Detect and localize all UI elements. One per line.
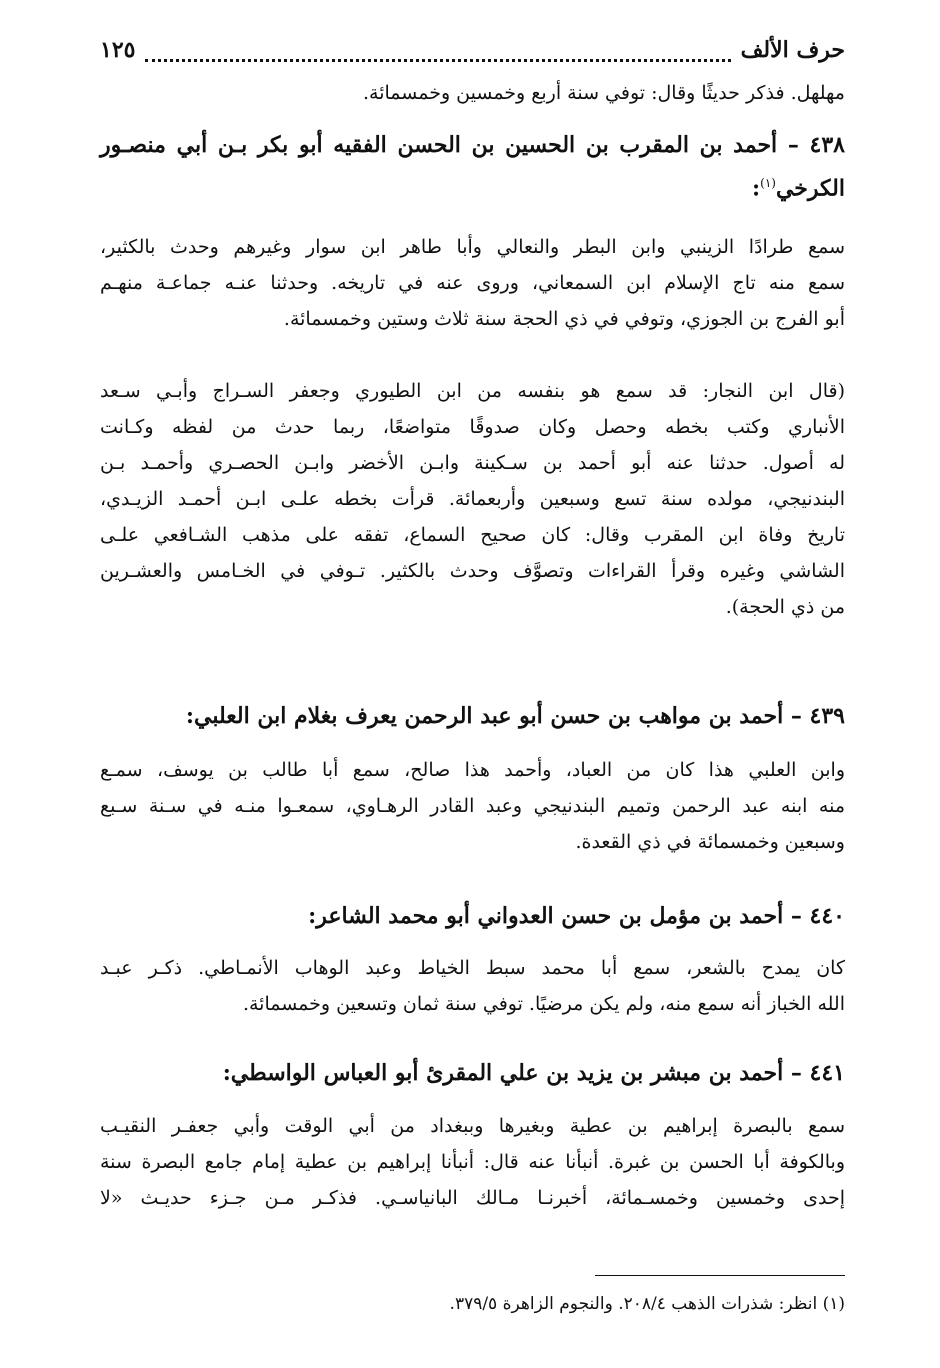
- text-line: البندنيجي، مولده سنة تسع وسبعين وأربعمائة. قرأت بخطه علـى ابـن أحمـد الزيـدي،: [100, 488, 845, 510]
- text-line: إحدى وخمسين وخمسـمائة، أخبرنـا مـالك البانياسـي. فذكـر مـن جـزء حديـث «لا: [100, 1187, 845, 1209]
- running-header: [100, 32, 845, 68]
- entry-439-paragraph: [100, 752, 845, 860]
- heading-colon: :: [752, 175, 761, 202]
- heading-line: ٤٣٨ – أحمد بن المقرب بن الحسين بن الحسن الفقيه أبو بكر بـن أبي منصـور: [100, 132, 845, 158]
- entry-441-heading: ٤٤١ – أحمد بن مبشر بن يزيد بن علي المقرئ أبو العباس الواسطي:: [222, 1060, 845, 1086]
- text-line: كان يمدح بالشعر، سمع أبا محمد سبط الخياط وعبد الوهاب الأنمـاطي. ذكـر عبـد: [100, 957, 845, 979]
- entry-439-heading: ٤٣٩ – أحمد بن مواهب بن حسن أبو عبد الرحمن يعرف بغلام ابن العلبي:: [185, 703, 845, 729]
- footnote-separator: [595, 1275, 845, 1276]
- text-line: له أصول. حدثنا عنه أبو أحمد بن سـكينة وابـن الأخضر وابـن الحصـري وأحمـد بـن: [100, 452, 845, 474]
- footnote: (١) انظر: شذرات الذهب ٢٠٨/٤. والنجوم الزاهرة ٣٧٩/٥.: [449, 1294, 845, 1314]
- text-line: سمع طرادًا الزينبي وابن البطر والنعالي وأبا طاهر ابن سوار وغيرهم وحدث بالكثير،: [100, 236, 845, 258]
- entry-441-paragraph: [100, 1108, 845, 1216]
- entry-440-heading: ٤٤٠ – أحمد بن مؤمل بن حسن العدواني أبو محمد الشاعر:: [308, 903, 845, 929]
- entry-440-paragraph: [100, 950, 845, 1022]
- continuation-paragraph: [100, 75, 845, 111]
- entry-438-paragraph-1: [100, 229, 845, 337]
- text-line: (قال ابن النجار: قد سمع هو بنفسه من ابن الطيوري وجعفر السـراج وأبـي سـعد: [100, 380, 845, 402]
- text-line: الأنباري وكتب بخطه وحصل وكان صدوقًا متواضعًا، ربما حدث من لفظه وكـانت: [100, 416, 845, 438]
- text-line: منه ابنه عبد الرحمن وتميم البندنيجي وعبد القادر الرهـاوي، سمعـوا منـه في سـنة سـبع: [100, 795, 845, 817]
- text-line: وابن العلبي هذا كان من العباد، وأحمد هذا صالح، سمع أبا طالب بن يوسف، سمـع: [100, 759, 845, 781]
- text-line: أبو الفرج بن الجوزي، وتوفي في ذي الحجة سنة ثلاث وستين وخمسمائة.: [283, 308, 845, 330]
- text-line: وسبعين وخمسمائة في ذي القعدة.: [575, 831, 845, 853]
- header-dot-leader: [145, 39, 730, 62]
- chapter-title: حرف الألف: [740, 37, 845, 63]
- text-line: من ذي الحجة).: [725, 596, 845, 618]
- text-line: سمع بالبصرة إبراهيم بن عطية وبغيرها وببغداد من أبي الوقت وأبي جعفـر النقيـب: [100, 1115, 845, 1137]
- entry-438-heading: [100, 126, 845, 202]
- heading-text: الكرخي: [775, 175, 845, 202]
- footnote-marker[interactable]: (١): [760, 176, 776, 190]
- text-line: وبالكوفة أبا الحسن بن غبرة. أنبأنا عنه قال: أنبأنا إبراهيم بن عطية إمام جامع البصرة سنة: [100, 1151, 845, 1173]
- text-line: الشاشي وغيره وقرأ القراءات وتصوَّف وحدث بالكثير. تـوفي في الخـامس والعشـرين: [100, 560, 845, 582]
- text-line: مهلهل. فذكر حديثًا وقال: توفي سنة أربع وخمسين وخمسمائة.: [362, 82, 845, 104]
- text-line: الله الخباز أنه سمع منه، ولم يكن مرضيًا. توفي سنة ثمان وتسعين وخمسمائة.: [242, 993, 845, 1015]
- heading-line: [100, 164, 845, 202]
- entry-438-paragraph-2: [100, 373, 845, 625]
- text-line: تاريخ وفاة ابن المقرب وقال: كان صحيح السماع، تفقه على مذهب الشـافعي علـى: [100, 524, 845, 546]
- text-line: سمع منه تاج الإسلام ابن السمعاني، وروى عنه في تاريخه. وحدثنا عنـه جماعـة منهـم: [100, 272, 845, 294]
- page-number: ١٢٥: [100, 37, 136, 63]
